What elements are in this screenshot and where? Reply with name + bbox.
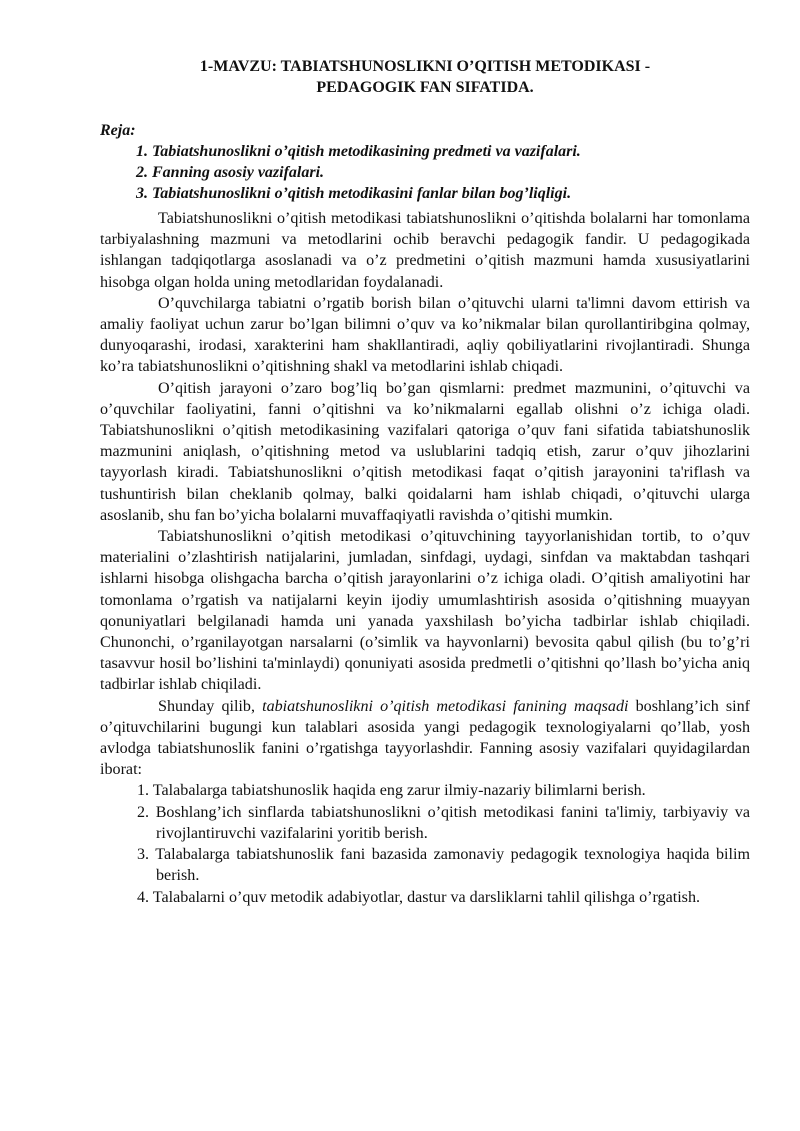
title-line-2: PEDAGOGIK FAN SIFATIDA. <box>316 79 534 96</box>
body-paragraph: O’quvchilarga tabiatni o’rgatib borish bilan o’qituvchi ularni ta'limni davom ettirish va amaliy faoliyat uchun zarur bo’lgan bilimni o’quv va ko’nikmalar bilan qurollantiribgina qolmay, dunyoqarashi, irodasi, xarakterini ham shakllantiradi, aqliy qobiliyatlarini rivojlantiradi. Shunga ko’ra tabiatshunoslikni o’qitishning shakl va metodlarini ishlab chiqadi. <box>100 294 750 376</box>
plan-item: 1. Tabiatshunoslikni o’qitish metodikasining predmeti va vazifalari. <box>136 143 581 160</box>
conclusion-paragraph <box>100 696 750 781</box>
plan-list <box>100 141 750 204</box>
document-page <box>100 56 750 908</box>
body-paragraph: O’qitish jarayoni o’zaro bog’liq bo’gan qismlarni: predmet mazmunini, o’qituvchi va o’quvchilar faoliyatini, fanni o’qitishni va ko’nikmalarni egallab olishni o’z ichiga oladi. Tabiatshunoslikni o’qitish metodikasining vazifalari qatoriga o’quv fani sifatida tabiatshunoslik mazmunini aniqlash, o’qitishning metod va uslublarini tadqiq etish, zarur o’quv jihozlarini tayyorlash kiradi. Tabiatshunoslikni o’qitish metodikasi faqat o’qitish jarayonini ta'riflash va tushuntirish bilan cheklanib qolmay, balki qoidalarni ham ishlab chiqadi, o’qituvchi ularga asoslanib, shu fan bo’yicha bolalarni muvaffaqiyatli ravishda o’qitishi mumkin. <box>100 379 750 524</box>
conclusion-rest: boshlang’ich sinf o’qituvchilarini bugungi kun talablari asosida yangi pedagogik texnologiyalarni qo’llab, yosh avlodga tabiatshunoslik fanini o’rgatishga tayyorlashdir. Fanning asosiy vazifalari quyidagilardan iborat: <box>100 697 750 779</box>
body-paragraph: Tabiatshunoslikni o’qitish metodikasi tabiatshunoslikni o’qitishda bolalarni har tomonlama tarbiyalashning mazmuni va metodlarini ochib beravchi pedagogik fandir. U pedagogikada ishlangan tadqiqotlarga asoslanadi va o’z predmetini o’qitish mazmuni hamda xususiyatlarini hisobga olgan holda uning metodlaridan foydalanadi. <box>100 210 750 291</box>
title-line-1: 1-MAVZU: TABIATSHUNOSLIKNI O’QITISH METODIKASI - <box>199 58 651 75</box>
plan-item: 2. Fanning asosiy vazifalari. <box>136 164 325 181</box>
task-item: 4. Talabalarni o’quv metodik adabiyotlar, dastur va darsliklarni tahlil qilishga o’rgatish. <box>137 888 701 906</box>
page-title <box>100 56 750 98</box>
conclusion-lead: Shunday qilib, <box>158 697 263 715</box>
plan-item: 3. Tabiatshunoslikni o’qitish metodikasini fanlar bilan bog’liqligi. <box>136 185 572 202</box>
plan-heading: Reja: <box>100 122 136 139</box>
tasks-list <box>100 780 750 907</box>
task-item: 2. Boshlang’ich sinflarda tabiatshunoslikni o’qitish metodikasi fanini ta'limiy, tarbiyaviy va rivojlantiruvchi vazifalarini yoritib berish. <box>137 803 750 842</box>
task-item: 3. Talabalarga tabiatshunoslik fani bazasida zamonaviy pedagogik texnologiya haqida bilim berish. <box>137 846 750 885</box>
body-paragraph: Tabiatshunoslikni o’qitish metodikasi o’qituvchining tayyorlanishidan tortib, to o’quv materialini o’zlashtirish natijalarini, jumladan, sinfdagi, uydagi, sinfdan va maktabdan tashqari ishlarni hisobga olishgacha barcha o’qitish jarayonlarini o’z ichiga oladi. O’qitish amaliyotini har tomonlama o’rgatish va natijalarni keyin ijodiy umumlashtirish asosida o’qitishning muayyan qonuniyatlari belgilanadi hamda uni yanada yaxshilash bo’yicha tadbirlar ishlab chiqiladi. Chunonchi, o’rganilayotgan narsalarni (o’simlik va hayvonlarni) bevosita qabul qilish (bu to’g’ri tasavvur hosil bo’lishini ta'minlaydi) qonuniyati asosida predmetli o’qitishni qo’llash bo’yicha aniq tadbirlar ishlab chiqiladi. <box>100 528 750 694</box>
conclusion-emphasis: tabiatshunoslikni o’qitish metodikasi fanining maqsadi <box>262 697 629 715</box>
task-item: 1. Talabalarga tabiatshunoslik haqida eng zarur ilmiy-nazariy bilimlarni berish. <box>137 782 646 800</box>
